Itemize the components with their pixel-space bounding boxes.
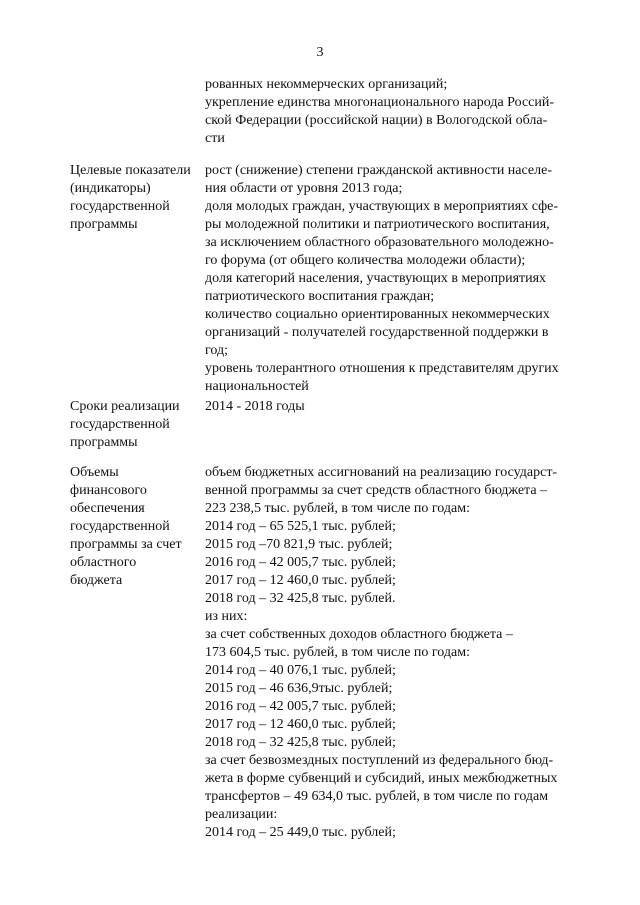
content-line: 2018 год – 32 425,8 тыс. рублей; bbox=[205, 735, 396, 750]
content-line: уровень толерантного отношения к представителям других bbox=[205, 361, 559, 376]
content-line: доля молодых граждан, участвующих в мероприятиях сфе- bbox=[205, 199, 559, 214]
content-line: за исключением областного образовательного молодежно- bbox=[205, 235, 554, 250]
content-line: 2018 год – 32 425,8 тыс. рублей. bbox=[205, 591, 396, 606]
content-line: сти bbox=[205, 131, 225, 146]
row-content bbox=[205, 464, 590, 842]
row-content bbox=[205, 76, 590, 148]
content-line: 2016 год – 42 005,7 тыс. рублей; bbox=[205, 699, 396, 714]
content-line: 2014 год – 40 076,1 тыс. рублей; bbox=[205, 663, 396, 678]
content-line: трансфертов – 49 634,0 тыс. рублей, в том числе по годам bbox=[205, 789, 549, 804]
content-line: объем бюджетных ассигнований на реализацию государст- bbox=[205, 465, 558, 480]
row-label bbox=[70, 162, 202, 234]
content-line: ния области от уровня 2013 года; bbox=[205, 181, 403, 196]
content-line: 223 238,5 тыс. рублей, в том числе по годам: bbox=[205, 501, 470, 516]
content-line: ской Федерации (российской нации) в Вологодской обла- bbox=[205, 113, 548, 128]
label-line: (индикаторы) bbox=[70, 181, 151, 196]
content-line: 2014 год – 65 525,1 тыс. рублей; bbox=[205, 519, 396, 534]
content-line: организаций - получателей государственной поддержки в bbox=[205, 325, 549, 340]
label-line: областного bbox=[70, 555, 137, 570]
content-line: 2014 год – 25 449,0 тыс. рублей; bbox=[205, 825, 396, 840]
label-line: Сроки реализации bbox=[70, 399, 180, 414]
label-line: государственной bbox=[70, 199, 170, 214]
content-line: год; bbox=[205, 343, 229, 358]
content-line: 173 604,5 тыс. рублей, в том числе по годам: bbox=[205, 645, 470, 660]
label-line: государственной bbox=[70, 519, 170, 534]
content-line: реализации: bbox=[205, 807, 278, 822]
content-line: 2015 год –70 821,9 тыс. рублей; bbox=[205, 537, 393, 552]
page-number: 3 bbox=[316, 45, 324, 60]
label-line: финансового bbox=[70, 483, 147, 498]
label-line: программы bbox=[70, 217, 138, 232]
content-line: рост (снижение) степени гражданской активности населе- bbox=[205, 163, 552, 178]
content-line: ры молодежной политики и патриотического воспитания, bbox=[205, 217, 550, 232]
content-line: укрепление единства многонационального народа Россий- bbox=[205, 95, 555, 110]
label-line: Объемы bbox=[70, 465, 119, 480]
row-content bbox=[205, 398, 590, 416]
content-line: из них: bbox=[205, 609, 248, 624]
row-label bbox=[70, 464, 202, 590]
content-line: количество социально ориентированных некоммерческих bbox=[205, 307, 550, 322]
label-line: программы за счет bbox=[70, 537, 182, 552]
label-line: государственной bbox=[70, 417, 170, 432]
content-line: рованных некоммерческих организаций; bbox=[205, 77, 448, 92]
content-line: венной программы за счет средств областного бюджета – bbox=[205, 483, 548, 498]
content-line: за счет собственных доходов областного бюджета – bbox=[205, 627, 513, 642]
content-line: доля категорий населения, участвующих в мероприятиях bbox=[205, 271, 547, 286]
content-line: 2016 год – 42 005,7 тыс. рублей; bbox=[205, 555, 396, 570]
content-line: патриотического воспитания граждан; bbox=[205, 289, 435, 304]
label-line: обеспечения bbox=[70, 501, 145, 516]
label-line: программы bbox=[70, 435, 138, 450]
row-content bbox=[205, 162, 590, 396]
content-line: за счет безвозмездных поступлений из федерального бюд- bbox=[205, 753, 554, 768]
content-line: го форума (от общего количества молодежи области); bbox=[205, 253, 526, 268]
label-line: Целевые показатели bbox=[70, 163, 191, 178]
content-line: 2014 - 2018 годы bbox=[205, 399, 305, 414]
content-line: национальностей bbox=[205, 379, 309, 394]
content-line: 2015 год – 46 636,9тыс. рублей; bbox=[205, 681, 393, 696]
content-line: жета в форме субвенций и субсидий, иных межбюджетных bbox=[205, 771, 558, 786]
label-line: бюджета bbox=[70, 573, 123, 588]
row-label bbox=[70, 398, 202, 452]
content-line: 2017 год – 12 460,0 тыс. рублей; bbox=[205, 573, 396, 588]
content-line: 2017 год – 12 460,0 тыс. рублей; bbox=[205, 717, 396, 732]
